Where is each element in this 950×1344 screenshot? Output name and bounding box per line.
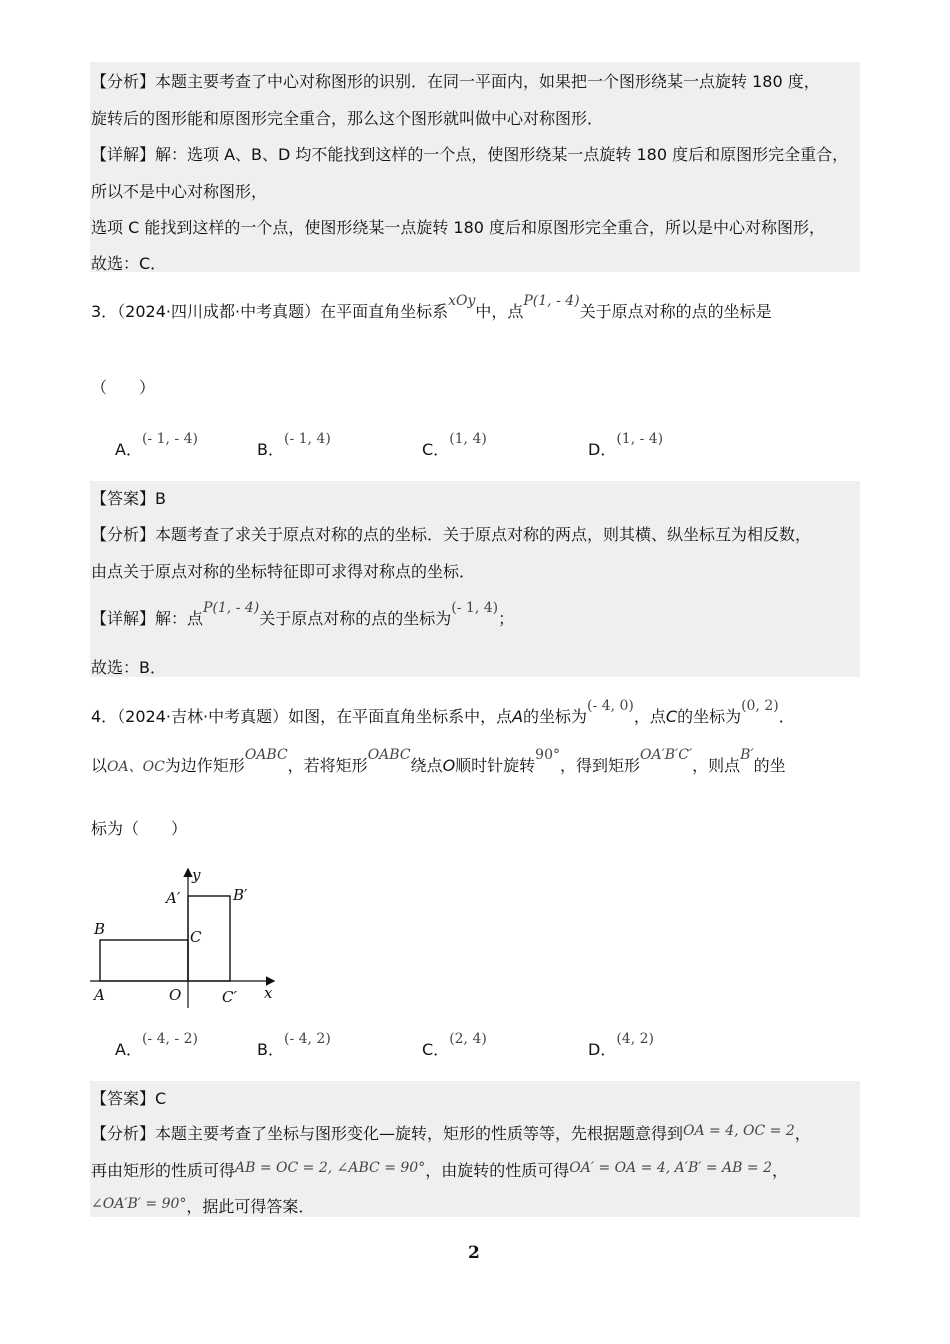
q4-option-a[interactable]: A．(- 4, - 2) <box>115 1031 198 1059</box>
question-3-stem: 3．（2024·四川成都·中考真题）在平面直角坐标系xOy中，点P(1, - 4)关于原点对称的点的坐标是 <box>91 293 772 321</box>
label-x: x <box>264 984 273 1002</box>
q3-analysis-line: 由点关于原点对称的坐标特征即可求得对称点的坐标． <box>91 562 476 581</box>
choose-line: 故选：C． <box>91 254 167 273</box>
label-b: B <box>94 920 106 938</box>
q3-option-a[interactable]: A．(- 1, - 4) <box>115 431 198 459</box>
q3-detail: 【详解】解：点P(1, - 4)关于原点对称的点的坐标为(- 1, 4)； <box>91 600 515 628</box>
detail-line: 选项 C 能找到这样的一个点，使图形绕某一点旋转 180 度后和原图形完全重合，所以是中心对称图形， <box>91 218 826 237</box>
question-4-stem-line1: 4．（2024·吉林·中考真题）如图，在平面直角坐标系中，点A的坐标为(- 4, 0)，点C的坐标为(0, 2)． <box>91 698 795 726</box>
label-y: y <box>192 866 201 884</box>
question-4-stem-line3: 标为（ ） <box>91 819 188 838</box>
rotation-figure <box>85 860 285 1015</box>
label-c-prime: C′ <box>222 988 237 1006</box>
solution-block-top <box>90 62 860 272</box>
q3-analysis-line: 【分析】本题考查了求关于原点对称的点的坐标．关于原点对称的两点，则其横、纵坐标互为相反数， <box>91 525 812 544</box>
q4-analysis-line1: 【分析】本题主要考查了坐标与图形变化—旋转，矩形的性质等等，先根据题意得到OA = 4, OC = 2， <box>91 1123 811 1143</box>
q4-analysis-line2: 再由矩形的性质可得AB = OC = 2, ∠ABC = 90°，由旋转的性质可得OA′ = OA = 4, A′B′ = AB = 2， <box>91 1160 788 1180</box>
q3-choose: 故选：B． <box>91 658 166 677</box>
analysis-line: 【分析】本题主要考查了中心对称图形的识别．在同一平面内，如果把一个图形绕某一点旋转 180 度， <box>91 72 820 91</box>
label-c: C <box>190 928 202 946</box>
label-b-prime: B′ <box>233 886 248 904</box>
detail-line: 【详解】解：选项 A、B、D 均不能找到这样的一个点，使图形绕某一点旋转 180 度后和原图形完全重合， <box>91 145 849 164</box>
q4-option-c[interactable]: C．(2, 4) <box>422 1031 487 1059</box>
q3-option-d[interactable]: D．(1, - 4) <box>588 431 664 459</box>
rectangle-oabc <box>100 940 188 981</box>
q4-option-b[interactable]: B．(- 4, 2) <box>257 1031 331 1059</box>
label-a: A <box>94 986 105 1004</box>
page-number: 2 <box>468 1243 480 1263</box>
detail-line: 所以不是中心对称图形， <box>91 182 268 201</box>
q4-answer: 【答案】C <box>91 1089 167 1108</box>
q3-answer: 【答案】B <box>91 489 166 508</box>
label-a-prime: A′ <box>166 889 181 907</box>
q3-option-c[interactable]: C．(1, 4) <box>422 431 487 459</box>
label-o: O <box>169 986 182 1004</box>
analysis-line: 旋转后的图形能和原图形完全重合，那么这个图形就叫做中心对称图形． <box>91 109 604 128</box>
question-4-stem-line2: 以OA、OC为边作矩形OABC，若将矩形OABC绕点O顺时针旋转90°，得到矩形OA′B′C′，则点B′的坐 <box>91 747 786 775</box>
question-3-paren: （ ） <box>91 378 156 397</box>
q4-analysis-line3: ∠OA′B′ = 90°，据此可得答案． <box>91 1196 315 1216</box>
q4-option-d[interactable]: D．(4, 2) <box>588 1031 654 1059</box>
q3-option-b[interactable]: B．(- 1, 4) <box>257 431 331 459</box>
